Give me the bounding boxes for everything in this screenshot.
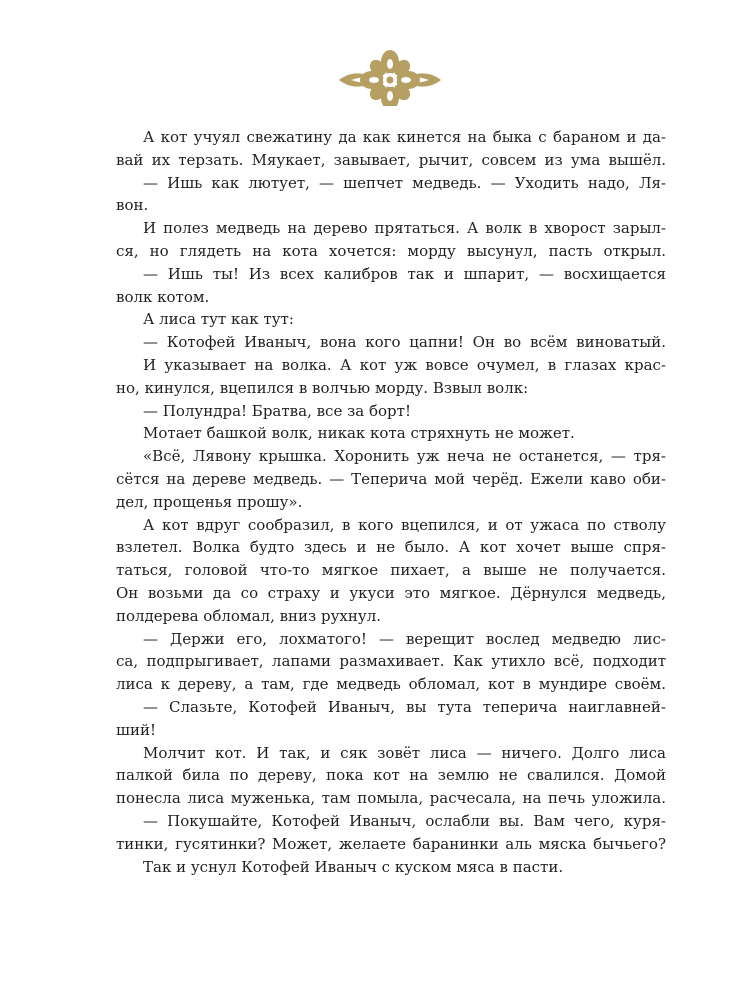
- text-line: Мотает башкой волк, никак кота стряхнуть не может.: [143, 424, 575, 443]
- text-line: И полез медведь на дерево прятаться. А волк в хворост зарыл-: [143, 219, 666, 238]
- text-line: лиса к дереву, а там, где медведь обломал, кот в мундире своём.: [116, 675, 666, 694]
- text-line: — Котофей Иваныч, вона кого цапни! Он во всём виноватый.: [143, 333, 666, 352]
- text-line: волк котом.: [116, 287, 210, 306]
- text-line: вай их терзать. Мяукает, завывает, рычит, совсем из ума вышёл.: [116, 150, 666, 169]
- text-line: тинки, гусятинки? Может, желаете баранинки аль мяска бычьего?: [116, 834, 666, 853]
- story-text: [116, 126, 666, 878]
- text-line: понесла лиса муженька, там помыла, расчесала, на печь уложила.: [116, 789, 666, 808]
- text-line: Он возьми да со страху и укуси это мягкое. Дёрнулся медведь,: [116, 583, 666, 602]
- text-line: Так и уснул Котофей Иваныч с куском мяса в пасти.: [143, 857, 564, 876]
- text-line: — Ишь ты! Из всех калибров так и шпарит, — восхищается: [143, 264, 666, 283]
- text-line: А лиса тут как тут:: [143, 310, 294, 329]
- text-line: А кот учуял свежатину да как кинется на быка с бараном и да-: [143, 128, 666, 146]
- text-line: таться, головой что-то мягкое пихает, а выше не получается.: [116, 561, 666, 580]
- text-line: «Всё, Лявону крышка. Хоронить уж неча не останется, — тря-: [143, 447, 666, 466]
- text-line: — Слазьте, Котофей Иваныч, вы тута теперича наиглавней-: [143, 697, 666, 716]
- text-line: — Держи его, лохматого! — верещит вослед медведю лис-: [143, 629, 666, 648]
- text-line: полдерева обломал, вниз рухнул.: [116, 606, 381, 625]
- text-line: Молчит кот. И так, и сяк зовёт лиса — ничего. Долго лиса: [143, 743, 666, 762]
- text-line: са, подпрыгивает, лапами размахивает. Как утихло всё, подходит: [116, 652, 666, 671]
- text-line: сётся на дереве медведь. — Теперича мой черёд. Ежели каво оби-: [116, 469, 666, 488]
- text-line: ся, но глядеть на кота хочется: морду высунул, пасть открыл.: [116, 241, 666, 260]
- text-line: палкой била по дереву, пока кот на землю не свалился. Домой: [116, 766, 666, 785]
- text-line: И указывает на волка. А кот уж вовсе очумел, в глазах крас-: [143, 355, 666, 374]
- text-line: вон.: [116, 196, 149, 215]
- text-line: взлетел. Волка будто здесь и не было. А кот хочет выше спря-: [116, 538, 666, 557]
- text-line: А кот вдруг сообразил, в кого вцепился, и от ужаса по стволу: [143, 515, 666, 534]
- floral-ornament-icon: [335, 46, 445, 106]
- text-line: дел, прощенья прошу».: [116, 492, 303, 511]
- text-line: но, кинулся, вцепился в волчью морду. Взвыл волк:: [116, 378, 529, 397]
- text-line: ший!: [116, 720, 156, 739]
- text-line: — Ишь как лютует, — шепчет медведь. — Уходить надо, Ля-: [143, 173, 666, 192]
- text-line: — Полундра! Братва, все за борт!: [143, 401, 411, 420]
- text-line: — Покушайте, Котофей Иваныч, ослабли вы. Вам чего, куря-: [143, 811, 666, 830]
